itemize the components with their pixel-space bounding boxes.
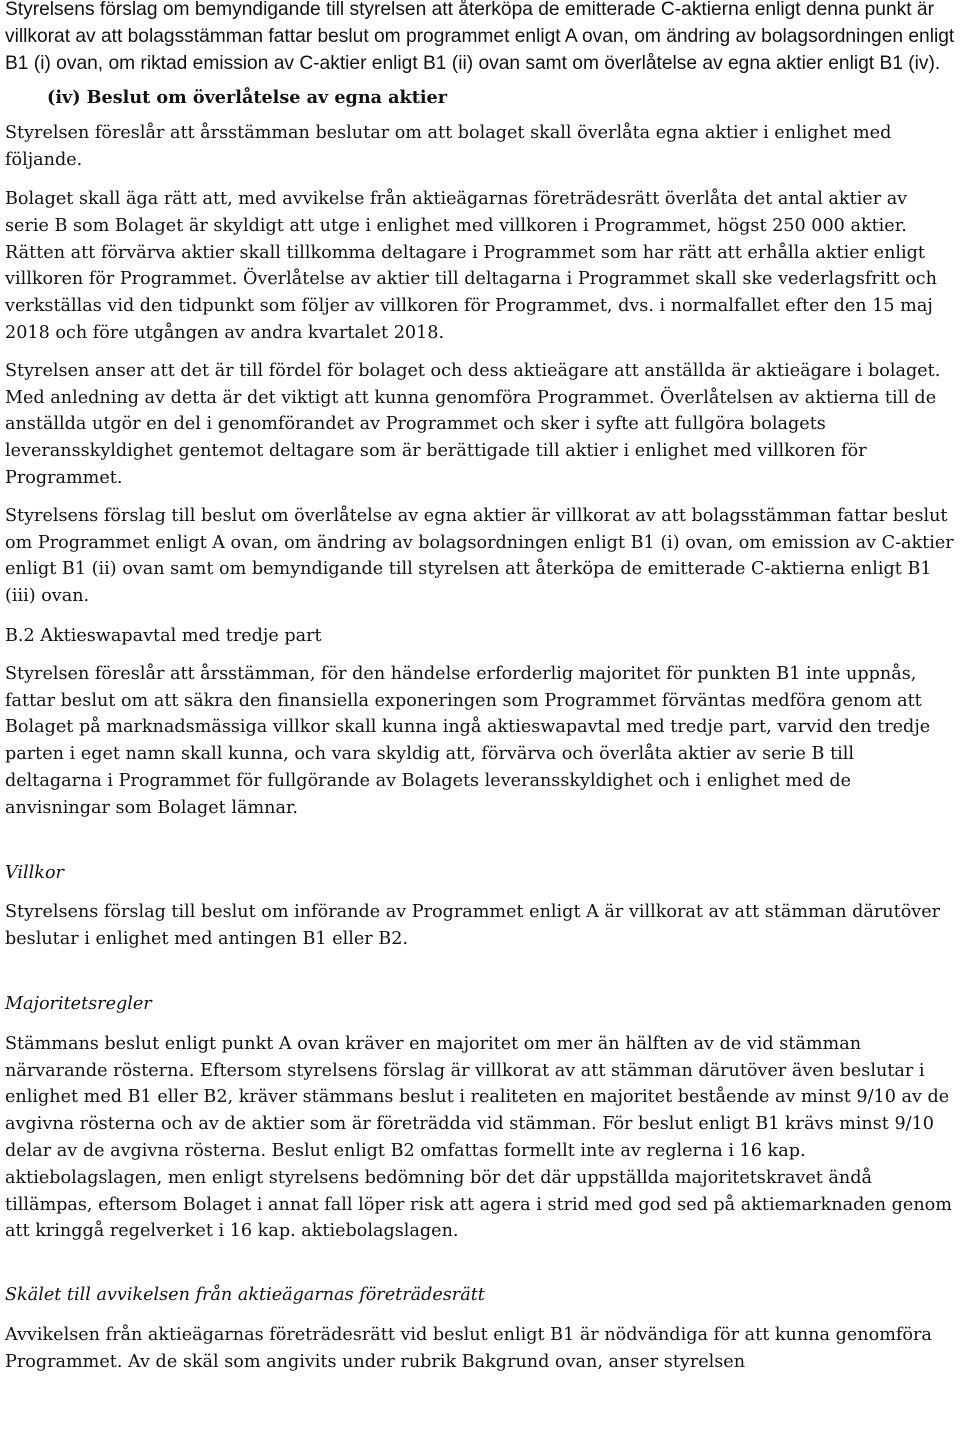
paragraph-conditional-repurchase: Styrelsens förslag om bemyndigande till styrelsen att återköpa de emitterade C-aktierna enligt denna punkt är villkorat av att bolagsstämman fattar beslut om programmet enligt A ovan, om ändring av bolagsordningen enligt B1 (i) ovan, om riktad emission av C-aktier enligt B1 (ii) ovan samt om överlåtelse av egna aktier enligt B1 (iv).	[5, 0, 955, 75]
heading-reason-deviation: Skälet till avvikelsen från aktieägarnas företrädesrätt	[5, 1285, 485, 1306]
paragraph-transfer-rights: Bolaget skall äga rätt att, med avvikelse från aktieägarnas företrädesrätt överlåta det antal aktier av serie B som Bolaget är skyldigt att utge i enlighet med villkoren i Programmet, högst 250 000 aktier. Rätten att förvärva aktier skall tillkomma deltagare i Programmet som har rätt att erhålla aktier enligt villkoren för Programmet. Överlåtelse av aktier till deltagarna i Programmet skall ske vederlagsfritt och verkställas vid den tidpunkt som följer av villkoren för Programmet, dvs. i normalfallet efter den 15 maj 2018 och före utgången av andra kvartalet 2018.	[5, 189, 937, 343]
heading-transfer-own-shares: (iv) Beslut om överlåtelse av egna aktier	[47, 86, 448, 108]
heading-share-swap: B.2 Aktieswapavtal med tredje part	[5, 625, 322, 646]
paragraph-conditions: Styrelsens förslag till beslut om införande av Programmet enligt A är villkorat av att stämman därutöver beslutar i enlighet med antingen B1 eller B2.	[5, 902, 941, 950]
paragraph-board-considers-benefit: Styrelsen anser att det är till fördel för bolaget och dess aktieägare att anställda är aktieägare i bolaget. Med anledning av detta är det viktigt att kunna genomföra Programmet. Överlåtelsen av aktierna till de anställda utgör en del i genomförandet av Programmet och sker i syfte att fullgöra bolagets leveransskyldighet gentemot deltagare som är berättigade till aktier i enlighet med villkoren för Programmet.	[5, 360, 941, 488]
paragraph-board-proposes-transfer: Styrelsen föreslår att årsstämman beslutar om att bolaget skall överlåta egna aktier i enlighet med följande.	[5, 123, 892, 171]
paragraph-share-swap-proposal: Styrelsen föreslår att årsstämman, för den händelse erforderlig majoritet för punkten B1 inte uppnås, fattar beslut om att säkra den finansiella exponeringen som Programmet förväntas medföra genom att Bolaget på marknadsmässiga villkor skall kunna ingå aktieswapavtal med tredje part, varvid den tredje parten i eget namn skall kunna, och vara skyldig att, förvärva och överlåta aktier av serie B till deltagarna i Programmet för fullgörande av Bolagets leveransskyldighet och i enlighet med de anvisningar som Bolaget lämnar.	[5, 663, 931, 818]
paragraph-reason-deviation: Avvikelsen från aktieägarnas företrädesrätt vid beslut enligt B1 är nödvändiga för att kunna genomföra Programmet. Av de skäl som angivits under rubrik Bakgrund ovan, anser styrelsen	[5, 1324, 932, 1372]
paragraph-majority-rules: Stämmans beslut enligt punkt A ovan kräver en majoritet om mer än hälften av de vid stämman närvarande rösterna. Eftersom styrelsens förslag är villkorat av att stämman därutöver även beslutar i enlighet med B1 eller B2, kräver stämmans beslut i realiteten en majoritet bestående av minst 9/10 av de avgivna rösterna och av de aktier som är företrädda vid stämman. För beslut enligt B1 krävs minst 9/10 delar av de avgivna rösterna. Beslut enligt B2 omfattas formellt inte av reglerna i 16 kap. aktiebolagslagen, men enligt styrelsens bedömning bör det där uppställda majoritetskravet ändå tillämpas, eftersom Bolaget i annat fall löper risk att agera i strid med god sed på aktiemarknaden genom att kringgå regelverket i 16 kap. aktiebolagslagen.	[5, 1033, 952, 1242]
paragraph-transfer-conditional: Styrelsens förslag till beslut om överlåtelse av egna aktier är villkorat av att bolagsstämman fattar beslut om Programmet enligt A ovan, om ändring av bolagsordningen enligt B1 (i) ovan, om emission av C-aktier enligt B1 (ii) ovan samt om bemyndigande till styrelsen att återköpa de emitterade C-aktierna enligt B1 (iii) ovan.	[5, 505, 954, 607]
heading-majority-rules: Majoritetsregler	[5, 993, 152, 1014]
document-page	[5, 0, 955, 1375]
heading-conditions: Villkor	[5, 862, 64, 883]
